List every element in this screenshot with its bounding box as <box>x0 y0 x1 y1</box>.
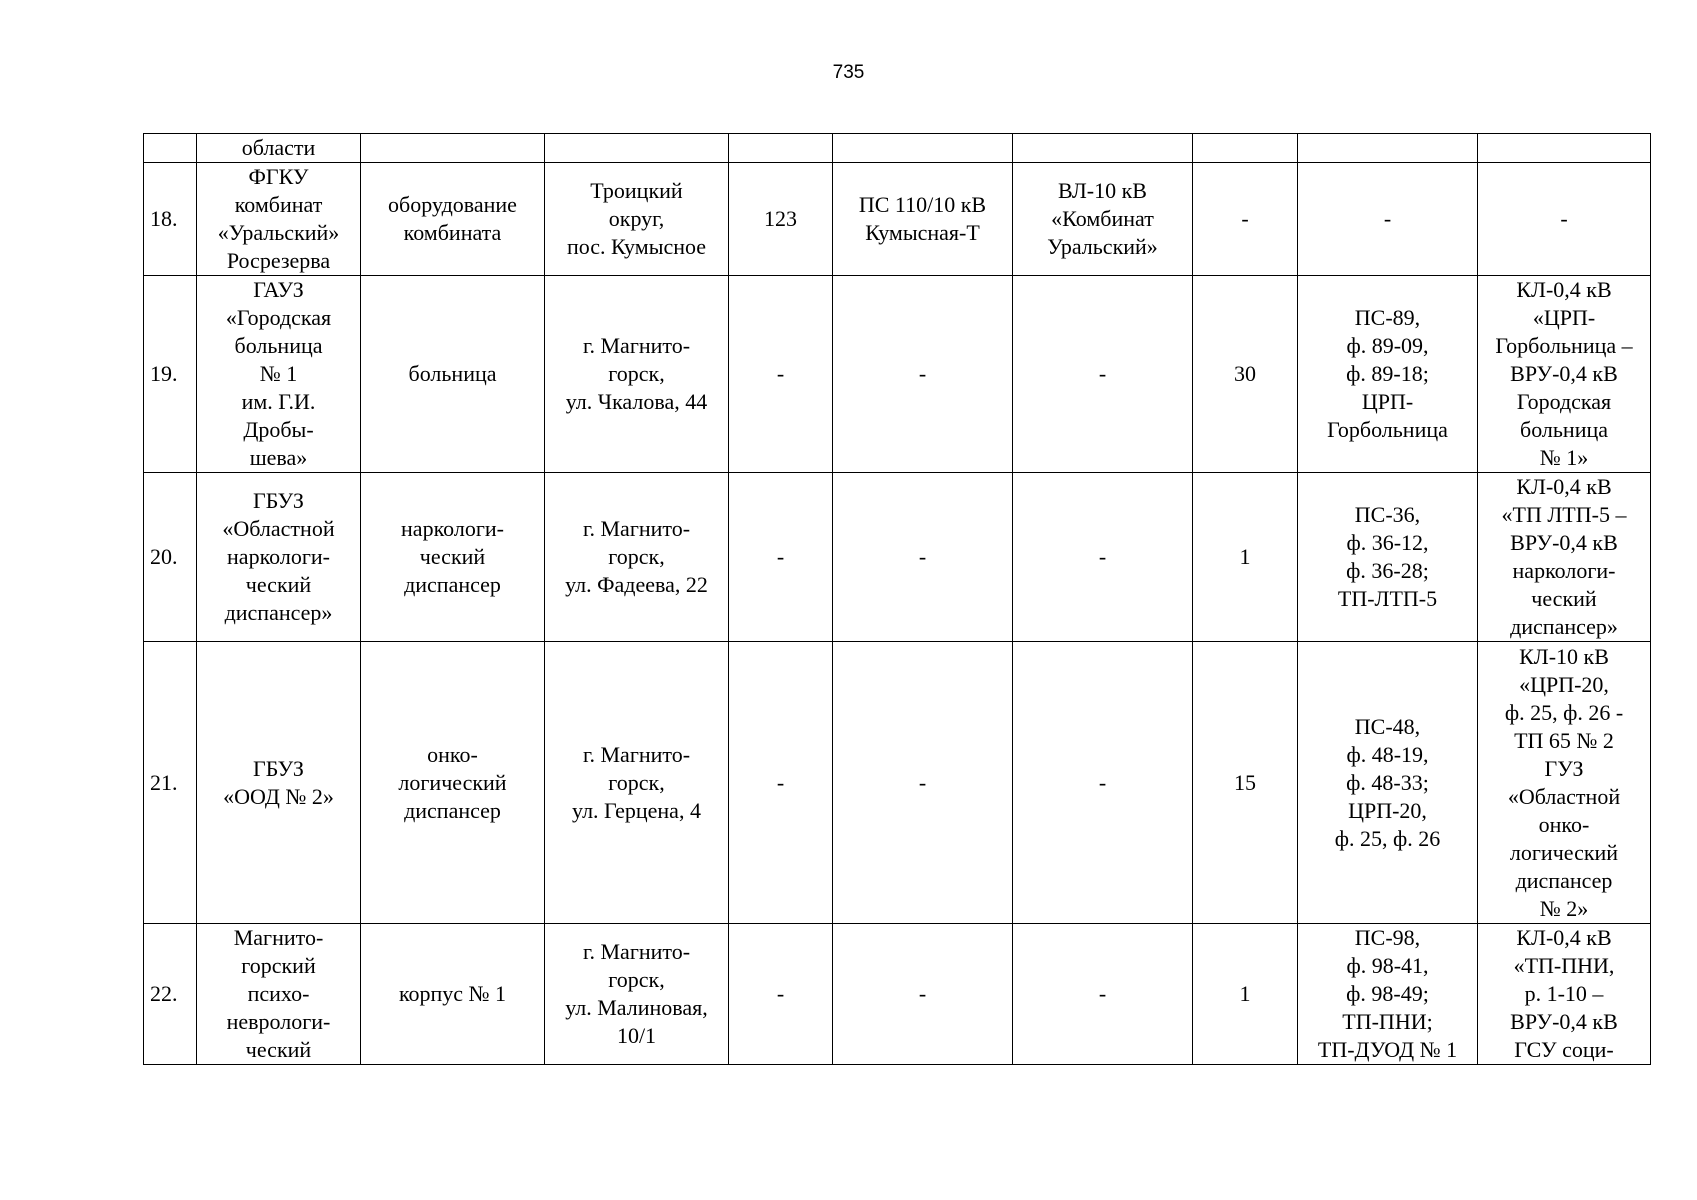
table-cell: ПС 110/10 кВ Кумысная-Т <box>833 163 1013 276</box>
table-cell <box>729 134 833 163</box>
organization-cell: ФГКУ комбинат «Уральский» Росрезерва <box>197 163 361 276</box>
table-cell: КЛ-10 кВ «ЦРП-20, ф. 25, ф. 26 - ТП 65 № 2 ГУЗ «Областной онко- логический диспансер № 2» <box>1478 642 1651 924</box>
table-cell <box>144 134 197 163</box>
table-cell <box>1193 134 1298 163</box>
row-number: 22. <box>144 924 197 1065</box>
address-cell: Троицкий округ, пос. Кумысное <box>545 163 729 276</box>
table-cell: ПС-36, ф. 36-12, ф. 36-28; ТП-ЛТП-5 <box>1298 473 1478 642</box>
address-cell: г. Магнито- горск, ул. Малиновая, 10/1 <box>545 924 729 1065</box>
table-cell: - <box>833 276 1013 473</box>
table-cell: области <box>197 134 361 163</box>
page-number: 735 <box>832 62 865 83</box>
organization-cell: Магнито- горский психо- неврологи- ческий <box>197 924 361 1065</box>
table-cell: - <box>1298 163 1478 276</box>
address-cell: г. Магнито- горск, ул. Фадеева, 22 <box>545 473 729 642</box>
organization-cell: ГБУЗ «Областной наркологи- ческий диспансер» <box>197 473 361 642</box>
table-cell: - <box>833 642 1013 924</box>
table-cell: - <box>1193 163 1298 276</box>
table-cell: - <box>729 642 833 924</box>
object-cell: наркологи- ческий диспансер <box>361 473 545 642</box>
table-cell: - <box>1013 642 1193 924</box>
table-row <box>144 276 1651 473</box>
table-cell <box>833 134 1013 163</box>
organization-cell: ГАУЗ «Городская больница № 1 им. Г.И. Дробы- шева» <box>197 276 361 473</box>
object-cell: больница <box>361 276 545 473</box>
table-cell <box>361 134 545 163</box>
table-cell: ПС-48, ф. 48-19, ф. 48-33; ЦРП-20, ф. 25, ф. 26 <box>1298 642 1478 924</box>
table-cell: - <box>1013 924 1193 1065</box>
row-number: 21. <box>144 642 197 924</box>
table-cell: КЛ-0,4 кВ «ТП ЛТП-5 – ВРУ-0,4 кВ наркологи- ческий диспансер» <box>1478 473 1651 642</box>
object-cell: оборудование комбината <box>361 163 545 276</box>
row-number: 20. <box>144 473 197 642</box>
table-row <box>144 642 1651 924</box>
table-cell: КЛ-0,4 кВ «ТП-ПНИ, р. 1-10 – ВРУ-0,4 кВ ГСУ соци- <box>1478 924 1651 1065</box>
table-cell: 15 <box>1193 642 1298 924</box>
object-cell: онко- логический диспансер <box>361 642 545 924</box>
object-cell: корпус № 1 <box>361 924 545 1065</box>
table-cell: ПС-98, ф. 98-41, ф. 98-49; ТП-ПНИ; ТП-ДУОД № 1 <box>1298 924 1478 1065</box>
table-cell: ВЛ-10 кВ «Комбинат Уральский» <box>1013 163 1193 276</box>
table-cell: - <box>833 473 1013 642</box>
infrastructure-table <box>143 133 1651 1065</box>
table-row <box>144 924 1651 1065</box>
table-cell: - <box>729 924 833 1065</box>
table-cell <box>1013 134 1193 163</box>
continuation-row <box>144 134 1651 163</box>
table-cell: - <box>833 924 1013 1065</box>
table-row <box>144 163 1651 276</box>
row-number: 18. <box>144 163 197 276</box>
table-cell <box>1478 134 1651 163</box>
table-cell <box>545 134 729 163</box>
row-number: 19. <box>144 276 197 473</box>
table-cell: - <box>729 276 833 473</box>
table-cell <box>1298 134 1478 163</box>
table-cell: 1 <box>1193 924 1298 1065</box>
table-cell: - <box>1013 473 1193 642</box>
table-cell: - <box>729 473 833 642</box>
address-cell: г. Магнито- горск, ул. Чкалова, 44 <box>545 276 729 473</box>
table-cell: 1 <box>1193 473 1298 642</box>
table-cell: 30 <box>1193 276 1298 473</box>
table-row <box>144 473 1651 642</box>
table-cell: - <box>1478 163 1651 276</box>
organization-cell: ГБУЗ «ООД № 2» <box>197 642 361 924</box>
table-cell: КЛ-0,4 кВ «ЦРП- Горбольница – ВРУ-0,4 кВ Городская больница № 1» <box>1478 276 1651 473</box>
table-cell: - <box>1013 276 1193 473</box>
table-cell: ПС-89, ф. 89-09, ф. 89-18; ЦРП- Горбольница <box>1298 276 1478 473</box>
table-cell: 123 <box>729 163 833 276</box>
address-cell: г. Магнито- горск, ул. Герцена, 4 <box>545 642 729 924</box>
